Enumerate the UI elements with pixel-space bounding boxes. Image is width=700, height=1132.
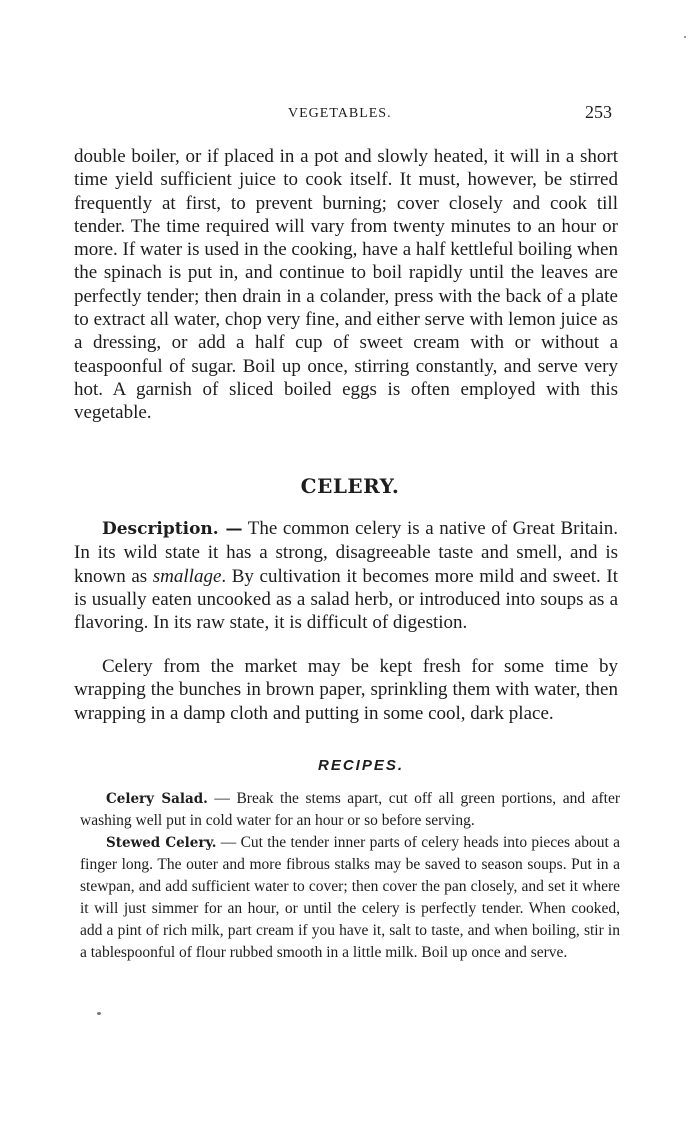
running-title: VEGETABLES.: [288, 106, 392, 121]
description-paragraph: [74, 517, 618, 634]
description-text-1: The common celery is a native of Great Britain. In its wild state it has a strong, disagreeable taste and smell, and is known as: [74, 518, 618, 587]
recipe-text: — Cut the tender inner parts of celery heads into pieces about a finger long. The outer and more fibrous stalks may be saved to season soups. Put in a stewpan, and add sufficient water to cover; then cover the pan closely, and set it where it will just simmer for an hour, or until the celery is perfectly tender. When cooked, add a pint of rich milk, part cream if you have it, salt to taste, and when boiling, stir in a tablespoonful of flour rubbed smooth in a little milk. Boil up once and serve.: [80, 834, 620, 961]
print-speck: [684, 36, 686, 38]
continued-paragraph: double boiler, or if placed in a pot and slowly heated, it will in a short time yield sufficient juice to cook itself. It must, however, be stirred frequently at first, to prevent burning; cover closely and cook till tender. The time required will vary from twenty minutes to an hour or more. If water is used in the cooking, have a half kettleful boiling when the spinach is put in, and continue to boil rapidly until the leaves are perfectly tender; then drain in a colander, press with the back of a plate to extract all water, chop very fine, and either serve with lemon juice as a dressing, or add a half cup of sweet cream with or without a teaspoonful of sugar. Boil up once, stirring constantly, and serve very hot. A garnish of sliced boiled eggs is often employed with this vegetable.: [74, 146, 618, 424]
recipes-heading: RECIPES.: [317, 757, 405, 774]
print-speck: [97, 1012, 101, 1015]
keeping-paragraph: Celery from the market may be kept fresh for some time by wrapping the bunches in brown paper, sprinkling them with water, then wrapping in a damp cloth and putting in some cool, dark place.: [74, 656, 618, 724]
recipe-text: — Break the stems apart, cut off all green portions, and after washing well put in cold water for an hour or so before serving.: [80, 790, 620, 829]
section-title: CELERY.: [300, 474, 400, 498]
recipe-stewed-celery: [80, 832, 620, 964]
recipe-celery-salad: [80, 788, 620, 832]
description-text-2: . By cultivation it becomes more mild and sweet. It is usually eaten uncooked as a salad herb, or introduced into soups as a flavoring. In its raw state, it is difficult of digestion.: [74, 565, 618, 634]
recipe-name: Stewed Celery.: [106, 835, 217, 851]
description-italic-term: smallage: [152, 565, 222, 587]
recipe-name: Celery Salad.: [106, 791, 208, 807]
description-lead: Description. —: [102, 519, 243, 539]
page-number: 253: [585, 102, 612, 122]
